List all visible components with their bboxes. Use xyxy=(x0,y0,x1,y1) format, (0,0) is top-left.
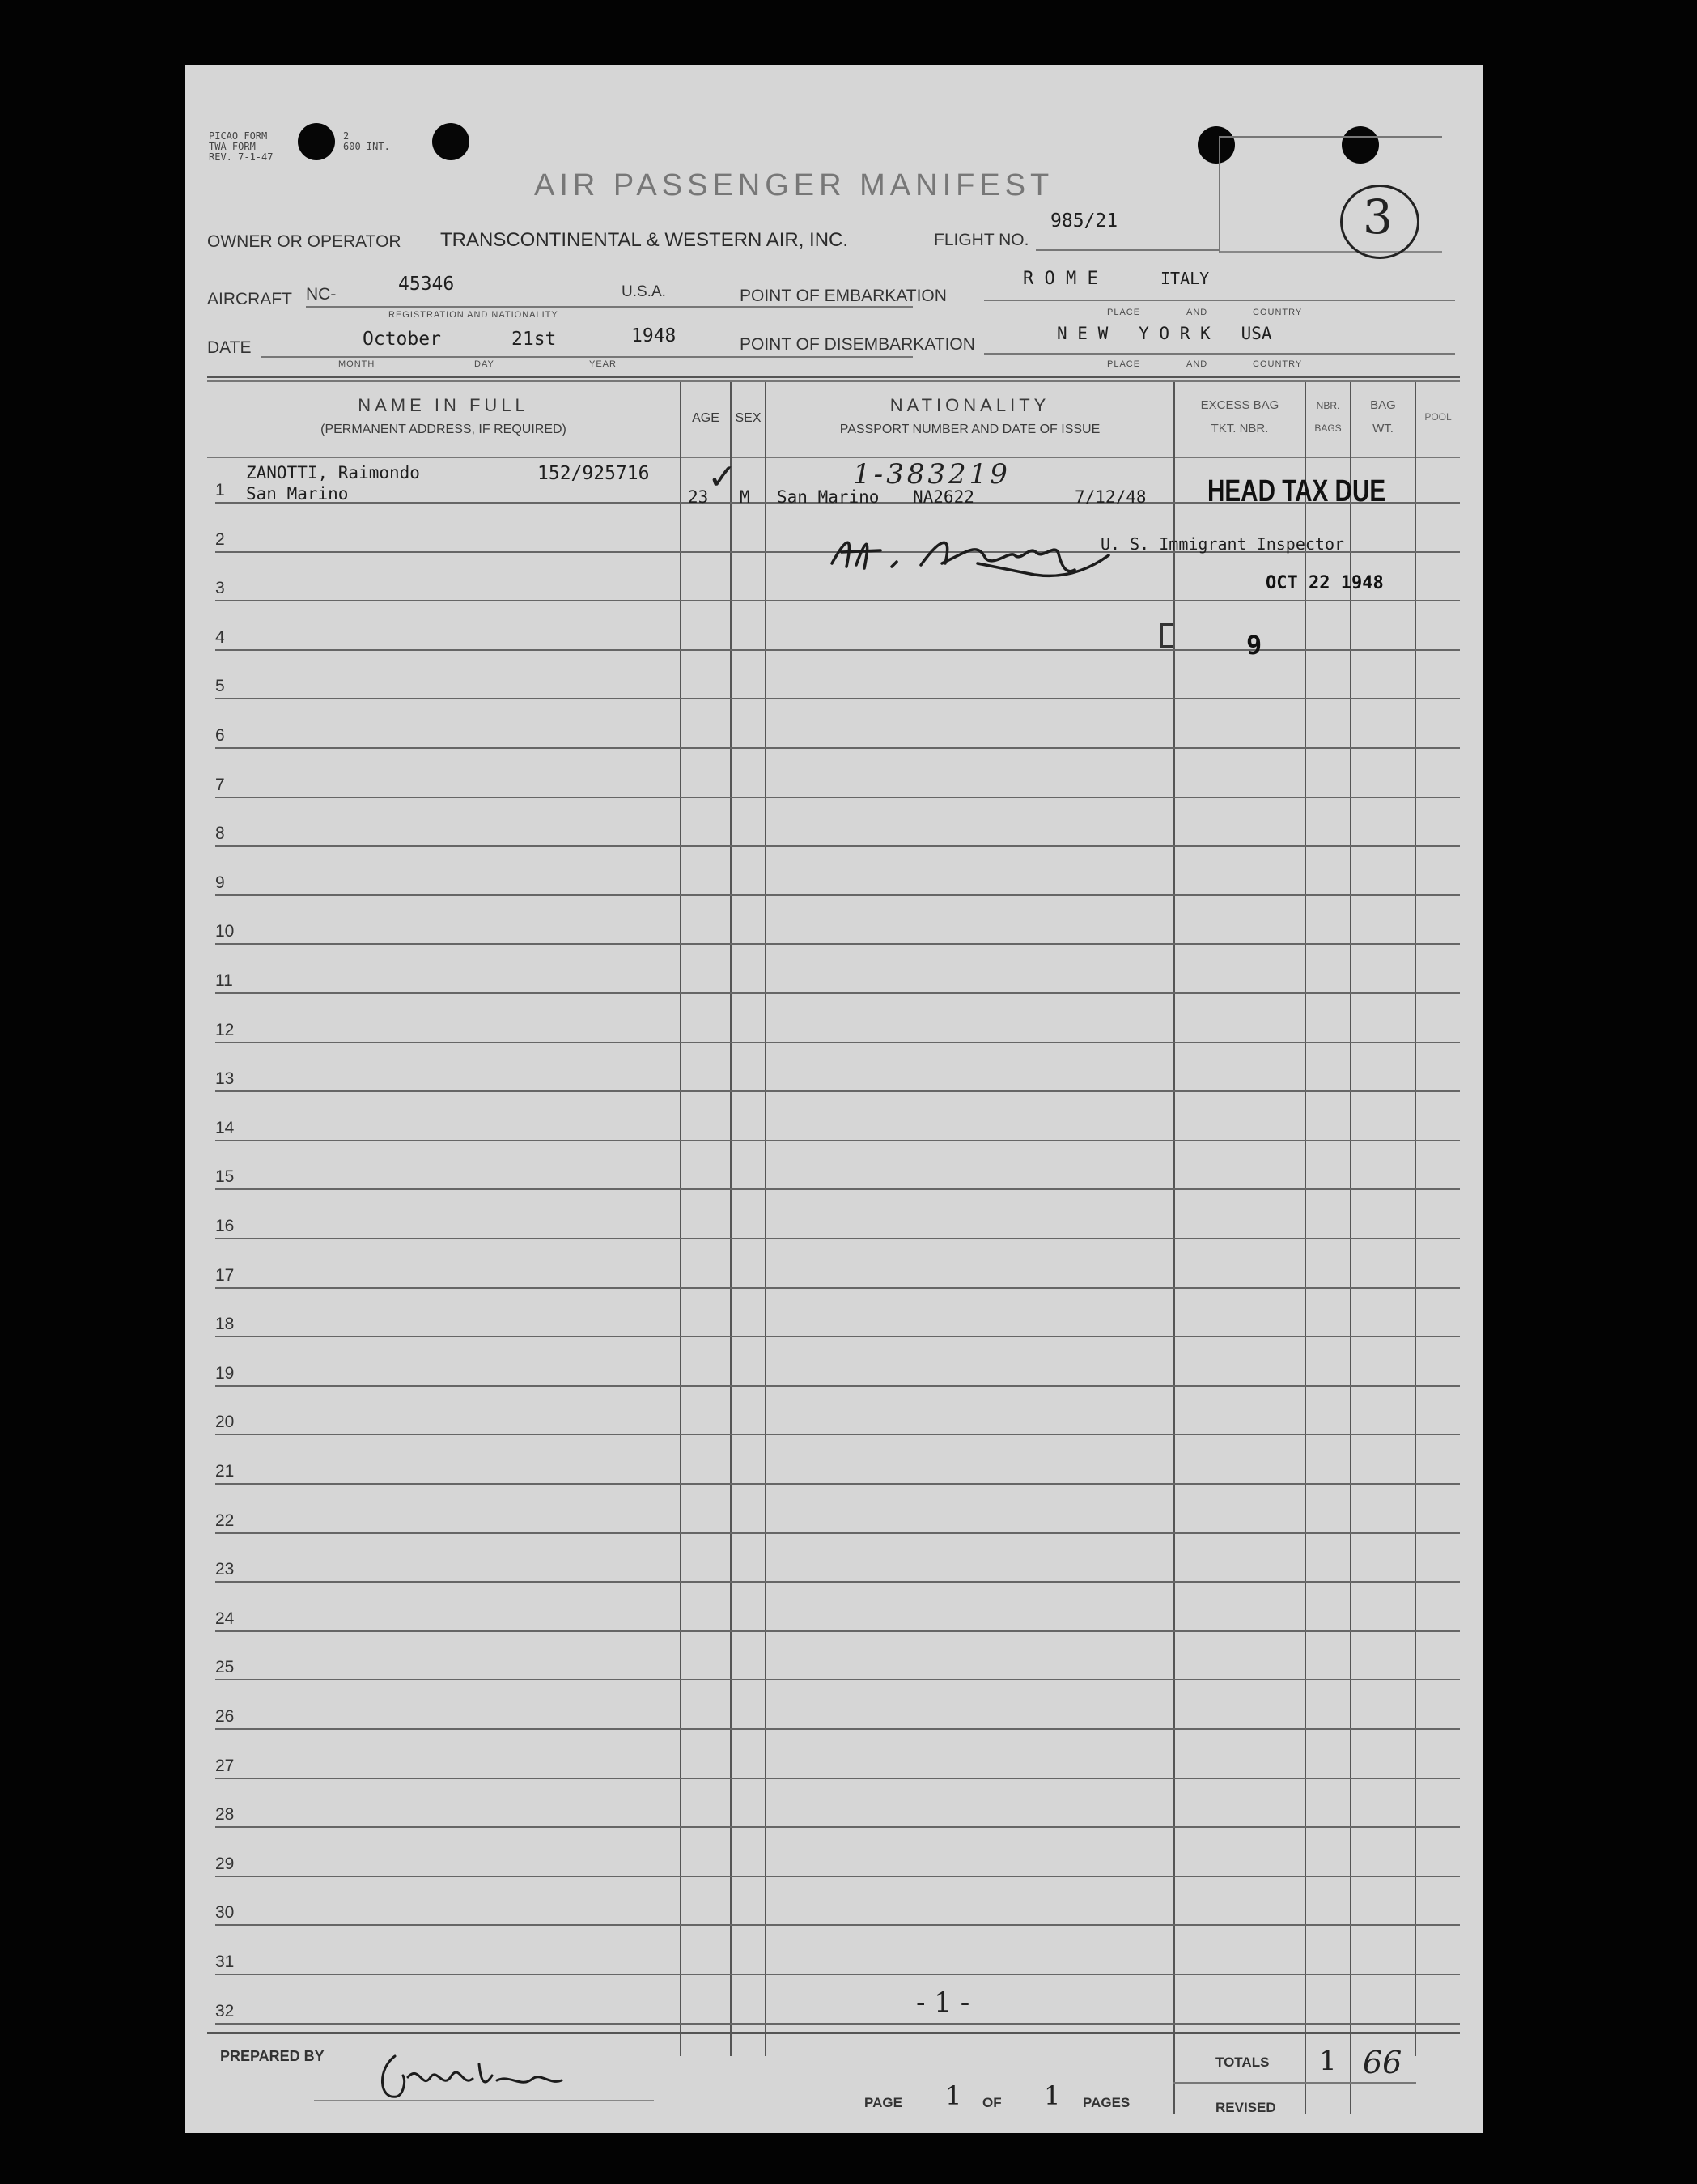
row-rule xyxy=(215,943,1460,945)
row-number: 29 xyxy=(215,1855,235,1873)
column-divider xyxy=(1173,382,1175,2114)
year-caption: YEAR xyxy=(589,359,617,369)
passenger-check-mark: ✓ xyxy=(707,457,737,498)
column-header-name-sub: (PERMANENT ADDRESS, IF REQUIRED) xyxy=(320,423,566,436)
row-number: 8 xyxy=(215,824,225,843)
punch-hole xyxy=(432,123,469,160)
column-header-name-title: NAME IN FULL xyxy=(358,395,529,415)
row-number: 30 xyxy=(215,1903,235,1922)
inspector-title: U. S. Immigrant Inspector xyxy=(1101,534,1345,554)
row-rule xyxy=(215,1826,1460,1828)
totals-label: TOTALS xyxy=(1215,2054,1270,2070)
row-rule xyxy=(215,1090,1460,1092)
row-number: 20 xyxy=(215,1413,235,1431)
row-number: 15 xyxy=(215,1167,235,1186)
date-year: 1948 xyxy=(631,325,677,346)
row-rule xyxy=(215,894,1460,896)
table-top-rule-2 xyxy=(207,380,1460,382)
stamp-number: 9 xyxy=(1246,630,1262,661)
column-header-nbr-bags xyxy=(1306,400,1350,434)
row-rule xyxy=(215,600,1460,601)
day-caption: DAY xyxy=(474,359,494,369)
row-number: 16 xyxy=(215,1217,235,1235)
row-rule xyxy=(215,992,1460,994)
footer-rule-2 xyxy=(1173,2082,1416,2084)
aircraft-label: AIRCRAFT xyxy=(207,290,292,308)
row-number: 27 xyxy=(215,1757,235,1775)
disembarkation-label: POINT OF DISEMBARKATION xyxy=(740,335,975,354)
table-header-rule xyxy=(207,457,1460,458)
row-number: 22 xyxy=(215,1511,235,1530)
country-caption: COUNTRY xyxy=(1253,308,1303,317)
row-rule xyxy=(215,797,1460,798)
row-rule xyxy=(215,1581,1460,1583)
disembarkation-value: N E W Y O R K USA xyxy=(1057,324,1272,343)
inspector-signature xyxy=(829,523,1006,563)
date-day: 21st xyxy=(511,329,557,350)
column-header-excess-bag-sub: TKT. NBR. xyxy=(1211,422,1269,436)
footer-rule xyxy=(207,2032,1460,2034)
embarkation-place: R O M E xyxy=(1023,269,1098,289)
pages-number: 1 xyxy=(1044,2080,1061,2111)
column-divider xyxy=(1305,382,1306,2114)
row-rule xyxy=(215,1336,1460,1337)
aircraft-prefix: NC- xyxy=(306,285,337,304)
row-rule xyxy=(215,1188,1460,1190)
stamp-fragment-mark xyxy=(1160,623,1173,648)
row-rule xyxy=(215,1679,1460,1680)
row-number: 28 xyxy=(215,1805,235,1824)
corner-number: 3 xyxy=(1363,189,1393,244)
row-number: 6 xyxy=(215,726,225,745)
aircraft-number: 45346 xyxy=(398,274,455,295)
form-code-rev: REV. 7-1-47 xyxy=(209,151,274,163)
ticket-number: 152/925716 xyxy=(537,463,650,484)
row-number: 17 xyxy=(215,1266,235,1285)
registration-caption: REGISTRATION AND NATIONALITY xyxy=(388,310,558,320)
column-divider xyxy=(1415,382,1416,2056)
preparer-signature xyxy=(371,2040,573,2105)
column-header-bag-wt-title: BAG xyxy=(1370,398,1396,412)
owner-label: OWNER OR OPERATOR xyxy=(207,232,401,251)
row-number: 1 xyxy=(215,481,225,499)
row-number: 4 xyxy=(215,628,225,647)
prepared-by-underline xyxy=(314,2100,654,2101)
date-month: October xyxy=(363,329,441,350)
column-header-nbr-bags-sub: BAGS xyxy=(1314,423,1342,434)
column-header-nbr-bags-title: NBR. xyxy=(1316,400,1340,411)
column-divider xyxy=(765,382,766,2056)
passenger-age: 23 xyxy=(688,487,709,507)
column-header-excess-bag xyxy=(1175,398,1305,436)
column-header-sex: SEX xyxy=(735,411,762,425)
row-number: 31 xyxy=(215,1952,235,1971)
passenger-nationality: San Marino xyxy=(777,487,880,507)
row-rule xyxy=(215,1778,1460,1779)
row-rule xyxy=(215,2023,1460,2025)
of-label: OF xyxy=(982,2095,1002,2110)
row-number: 5 xyxy=(215,677,225,695)
pages-label: PAGES xyxy=(1083,2095,1131,2110)
embarkation-label: POINT OF EMBARKATION xyxy=(740,287,947,305)
flight-label: FLIGHT NO. xyxy=(934,231,1029,249)
row-rule xyxy=(215,747,1460,749)
prepared-by-label: PREPARED BY xyxy=(220,2048,325,2064)
punch-hole xyxy=(298,123,335,160)
flight-number: 985/21 xyxy=(1050,210,1118,232)
head-tax-stamp: HEAD TAX DUE xyxy=(1207,474,1386,508)
row-rule xyxy=(215,1974,1460,1975)
passport-issue-date: 7/12/48 xyxy=(1075,487,1147,507)
column-header-bag-wt-sub: WT. xyxy=(1372,422,1394,436)
row-rule xyxy=(215,1630,1460,1632)
totals-bags: 1 xyxy=(1319,2045,1337,2077)
and-caption: AND xyxy=(1186,359,1208,369)
file-number: 1-383219 xyxy=(853,458,1011,491)
page-label: PAGE xyxy=(864,2095,902,2110)
page-number: 1 xyxy=(945,2080,962,2111)
month-caption: MONTH xyxy=(338,359,375,369)
row-rule xyxy=(215,1140,1460,1141)
row-rule xyxy=(215,1532,1460,1534)
row-number: 21 xyxy=(215,1462,235,1481)
form-title: AIR PASSENGER MANIFEST xyxy=(534,168,1054,202)
row-rule xyxy=(215,1385,1460,1387)
flight-underline xyxy=(1036,249,1220,251)
row-rule xyxy=(215,1287,1460,1289)
row-number: 10 xyxy=(215,922,235,941)
totals-weight: 66 xyxy=(1363,2045,1402,2080)
row-number: 9 xyxy=(215,873,225,892)
column-header-name xyxy=(209,395,678,437)
passenger-name: ZANOTTI, Raimondo xyxy=(246,463,420,482)
page-marker: - 1 - xyxy=(916,1986,970,2019)
place-caption: PLACE xyxy=(1107,308,1141,317)
country-caption: COUNTRY xyxy=(1253,359,1303,369)
passenger-address: San Marino xyxy=(246,484,349,504)
column-header-nationality-sub: PASSPORT NUMBER AND DATE OF ISSUE xyxy=(839,423,1101,436)
row-number: 11 xyxy=(215,971,233,990)
manifest-sheet xyxy=(185,65,1483,2133)
row-rule xyxy=(215,1434,1460,1435)
column-divider xyxy=(730,382,732,2056)
column-header-nationality xyxy=(766,395,1173,437)
row-rule xyxy=(215,845,1460,847)
row-rule xyxy=(215,649,1460,651)
operator-name: TRANSCONTINENTAL & WESTERN AIR, INC. xyxy=(440,229,849,251)
disembarkation-underline xyxy=(984,353,1455,355)
revised-label: REVISED xyxy=(1215,2100,1276,2115)
row-number: 26 xyxy=(215,1707,235,1726)
column-header-nationality-title: NATIONALITY xyxy=(889,395,1050,415)
form-code-fragment: 2 xyxy=(343,130,350,142)
form-code-fragment: 600 INT. xyxy=(343,141,390,152)
place-caption: PLACE xyxy=(1107,359,1141,369)
and-caption: AND xyxy=(1186,308,1208,317)
aircraft-underline xyxy=(306,306,913,308)
row-number: 32 xyxy=(215,2002,235,2020)
row-number: 24 xyxy=(215,1609,235,1628)
date-underline xyxy=(261,356,913,358)
row-number: 23 xyxy=(215,1560,235,1579)
row-number: 14 xyxy=(215,1119,235,1137)
row-rule xyxy=(215,1924,1460,1926)
row-rule xyxy=(215,1728,1460,1730)
form-code-picao: PICAO FORM xyxy=(209,130,268,142)
table-top-rule xyxy=(207,376,1460,378)
row-number: 7 xyxy=(215,775,225,794)
column-header-bag-wt xyxy=(1351,398,1415,436)
row-number: 19 xyxy=(215,1364,235,1383)
column-divider xyxy=(1350,382,1351,2114)
row-number: 12 xyxy=(215,1021,235,1039)
row-rule xyxy=(215,1042,1460,1043)
passenger-sex: M xyxy=(740,487,750,507)
row-number: 18 xyxy=(215,1315,235,1333)
row-number: 2 xyxy=(215,530,225,549)
form-code-twa: TWA FORM xyxy=(209,141,256,152)
embarkation-underline xyxy=(984,300,1455,301)
column-divider xyxy=(680,382,681,2056)
column-header-age: AGE xyxy=(692,411,719,425)
row-rule xyxy=(215,1876,1460,1877)
row-rule xyxy=(215,1238,1460,1239)
embarkation-country: ITALY xyxy=(1160,269,1210,288)
column-header-pool: POOL xyxy=(1424,411,1452,423)
row-number: 3 xyxy=(215,579,225,597)
inspector-date-stamp: OCT 22 1948 xyxy=(1266,573,1384,593)
passport-number: NA2622 xyxy=(913,487,974,507)
aircraft-country: U.S.A. xyxy=(622,283,666,300)
date-label: DATE xyxy=(207,338,252,357)
row-rule xyxy=(215,1483,1460,1485)
row-number: 25 xyxy=(215,1658,235,1676)
row-number: 13 xyxy=(215,1069,235,1088)
row-rule xyxy=(215,698,1460,699)
column-header-excess-bag-title: EXCESS BAG xyxy=(1200,398,1279,412)
